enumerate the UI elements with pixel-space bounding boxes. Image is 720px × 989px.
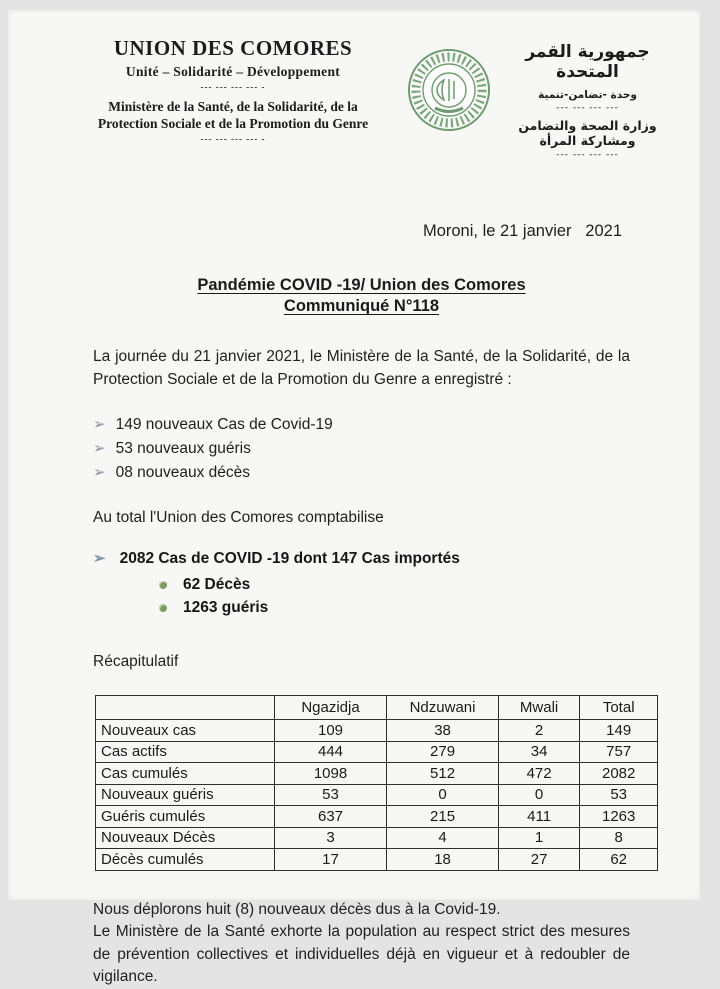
cell-value: 411 [498,806,580,828]
cell-value: 2082 [580,763,658,785]
row-label: Nouveaux Décès [96,827,275,849]
cell-value: 17 [274,849,386,871]
ministry-name-arabic: وزارة الصحة والتضامن ومشاركة المرأة [518,118,657,148]
cell-value: 149 [580,720,658,742]
total-cases-text: 2082 Cas de COVID -19 dont 147 Cas importés [119,550,460,567]
cell-value: 512 [387,763,499,785]
country-title-arabic: جمهورية القمر المتحدة [525,42,650,82]
cell-value: 38 [387,720,499,742]
dot-bullet-icon [159,604,167,612]
column-header-mwali: Mwali [498,696,580,720]
table-row [96,849,658,871]
list-item [159,596,630,619]
country-title: UNION DES COMORES [113,36,353,60]
row-label: Nouveaux guéris [96,784,275,806]
document-sheet [8,10,700,985]
list-item [159,573,630,596]
cell-value: 62 [580,849,658,871]
arrow-bullet-icon: ➢ [93,440,106,457]
cell-value: 0 [498,784,580,806]
row-label: Guéris cumulés [96,806,275,828]
cell-value: 53 [274,784,386,806]
cell-value: 1098 [274,763,386,785]
table-row [96,827,658,849]
total-cases-line [93,549,630,568]
header-arabic-block [505,36,670,160]
list-item [93,437,630,461]
row-label: Cas cumulés [96,763,275,785]
list-item [93,461,630,485]
cell-value: 4 [387,827,499,849]
daily-figures-list [93,413,630,485]
cell-value: 757 [580,741,658,763]
table-header-row [96,696,658,720]
cell-value: 34 [498,741,580,763]
table-row [96,741,658,763]
divider-dashes: --- --- --- --- - [200,134,266,144]
national-motto: Unité – Solidarité – Développement [125,64,341,79]
column-header-empty [96,696,275,720]
comoros-seal-icon [401,42,497,138]
cell-value: 1263 [580,806,658,828]
cell-value: 472 [498,763,580,785]
communique-title [93,275,630,317]
ministry-name-line2: Protection Sociale et de la Promotion du Genre [97,116,369,131]
column-header-ndzuwani: Ndzuwani [387,696,499,720]
dot-bullet-icon [159,581,167,589]
cell-value: 215 [387,806,499,828]
divider-dashes: --- --- --- --- - [200,82,266,92]
total-sub-list [159,573,630,619]
divider-dashes: --- --- --- --- [556,150,619,160]
table-row [96,806,658,828]
cell-value: 27 [498,849,580,871]
cell-value: 444 [274,741,386,763]
cell-value: 18 [387,849,499,871]
intro-paragraph: La journée du 21 janvier 2021, le Ministère de la Santé, de la Solidarité, de la Protection Sociale et de la Promotion du Genre a enregistré : [93,348,630,388]
ministry-name-line1: Ministère de la Santé, de la Solidarité, de la [108,99,358,114]
recap-heading: Récapitulatif [93,653,179,670]
row-label: Cas actifs [96,741,275,763]
cell-value: 8 [580,827,658,849]
header-french-block [83,36,383,144]
communique-title-line1: Pandémie COVID -19/ Union des Comores [197,276,526,294]
closing-paragraph: Le Ministère de la Santé exhorte la population au respect strict des mesures de prévention collectives et individuelles déjà en vigueur et à redoubler de vigilance. [93,923,630,985]
table-row [96,784,658,806]
arrow-bullet-icon: ➢ [93,464,106,481]
total-recovered: 1263 guéris [183,599,269,616]
cell-value: 0 [387,784,499,806]
arrow-bullet-icon: ➢ [93,416,106,433]
closing-line-deaths: Nous déplorons huit (8) nouveaux décès dus à la Covid-19. [93,900,501,918]
communique-title-line2: Communiqué N°118 [283,297,440,315]
cell-value: 279 [387,741,499,763]
cell-value: 1 [498,827,580,849]
document-header [83,36,670,160]
cell-value: 3 [274,827,386,849]
row-label: Nouveaux cas [96,720,275,742]
column-header-ngazidja: Ngazidja [274,696,386,720]
table-row [96,720,658,742]
table-row [96,763,658,785]
cell-value: 2 [498,720,580,742]
list-item [93,413,630,437]
column-header-total: Total [580,696,658,720]
cell-value: 109 [274,720,386,742]
cell-value: 637 [274,806,386,828]
arrow-bullet-icon: ➢ [93,550,106,567]
row-label: Décès cumulés [96,849,275,871]
recap-table [95,695,658,871]
total-deaths: 62 Décès [183,576,251,593]
total-intro-line: Au total l'Union des Comores comptabilise [93,509,384,526]
national-motto-arabic: وحدة -تضامن-تنمية [538,89,637,101]
daily-new-cases: 149 nouveaux Cas de Covid-19 [115,416,333,433]
daily-new-deaths: 08 nouveaux décès [115,464,251,481]
dateline: Moroni, le 21 janvier 2021 [422,222,622,240]
divider-dashes: --- --- --- --- [556,103,619,113]
cell-value: 53 [580,784,658,806]
daily-new-recovered: 53 nouveaux guéris [115,440,251,457]
